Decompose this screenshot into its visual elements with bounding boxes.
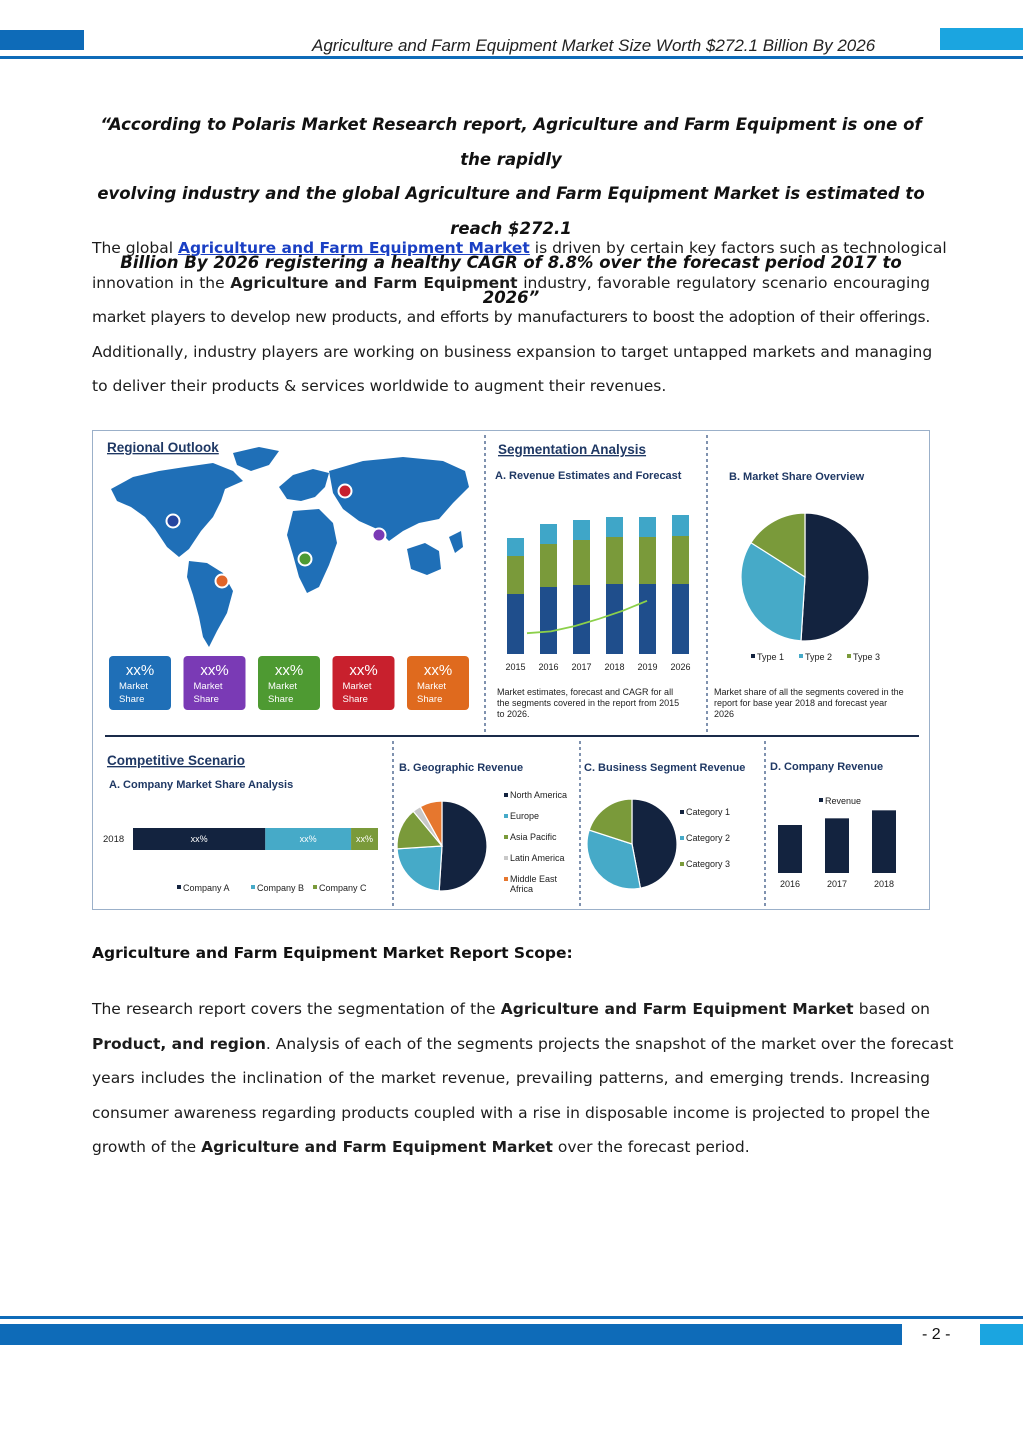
- legend-swatch: [799, 654, 803, 658]
- text-run: The global: [92, 239, 178, 257]
- legend-swatch: [504, 793, 508, 797]
- revenue-bar-segment: [540, 587, 557, 654]
- header-accent-bar-left: [0, 30, 84, 50]
- text-run: The research report covers the segmentation of the: [92, 1000, 501, 1018]
- caption-line: to 2026.: [497, 709, 530, 719]
- card-value: xx%: [125, 662, 155, 679]
- header-accent-bar-right: [940, 28, 1023, 50]
- caption-line: Market share of all the segments covered in the: [714, 687, 904, 697]
- scope-paragraph: [92, 992, 954, 1165]
- paragraph-line: years includes the inclination of the market revenue, prevailing patterns, and emerging trends. Increasing: [92, 1069, 930, 1088]
- year-tick-label: 2015: [505, 662, 526, 672]
- business-segment-pie-chart: [587, 799, 730, 889]
- market-link[interactable]: Agriculture and Farm Equipment Market: [177, 239, 530, 257]
- revenue-bar-segment: [672, 584, 689, 654]
- card-label: Share: [417, 694, 443, 705]
- regional-outlook-title: Regional Outlook: [107, 440, 219, 455]
- scope-heading: Agriculture and Farm Equipment Market Report Scope:: [92, 944, 573, 962]
- card-value: xx%: [349, 662, 378, 679]
- revenue-bar-segment: [573, 585, 590, 654]
- revenue-bar: [872, 810, 896, 873]
- caption-line: the segments covered in the report from 2015: [497, 698, 680, 708]
- market-share-pie-chart: [741, 513, 880, 662]
- revenue-bar-segment: [507, 556, 524, 594]
- year-tick-label: 2026: [670, 662, 691, 672]
- legend-label: North America: [510, 790, 568, 800]
- year-tick-label: 2018: [873, 879, 895, 889]
- year-tick-label: 2017: [826, 879, 848, 889]
- competitive-title: Competitive Scenario: [107, 753, 246, 768]
- legend-label: Type 3: [853, 652, 881, 662]
- legend-swatch: [177, 885, 181, 889]
- revenue-bar: [778, 825, 802, 873]
- bar-data-label: xx%: [299, 834, 317, 844]
- revenue-bar-segment: [573, 520, 590, 540]
- bold-term: Product, and region: [92, 1034, 266, 1053]
- card-label: Share: [119, 694, 145, 705]
- legend-swatch: [504, 877, 508, 881]
- legend-swatch: [680, 836, 684, 840]
- legend-label: Africa: [510, 884, 534, 894]
- legend-label: Middle East: [510, 874, 558, 884]
- bold-term: Agriculture and Farm Equipment: [230, 273, 518, 292]
- revenue-stacked-bar-chart: [505, 515, 690, 672]
- card-label: Market: [193, 681, 223, 692]
- footer-accent-bar-right: [980, 1324, 1023, 1345]
- revenue-chart-title: A. Revenue Estimates and Forecast: [495, 470, 682, 482]
- segmentation-title: Segmentation Analysis: [498, 442, 647, 457]
- paragraph-line: [92, 231, 947, 266]
- region-cards: [109, 656, 469, 710]
- paragraph-line: [92, 1130, 930, 1165]
- text-run: is driven by certain key factors such as technological: [529, 239, 947, 257]
- revenue-bar-segment: [672, 515, 689, 536]
- revenue-bar-segment: [540, 544, 557, 587]
- company-share-bar-chart: [103, 828, 378, 893]
- quote-line: Billion By 2026 registering a healthy CAGR of 8.8% over the forecast period 2017 to 2026”: [120, 253, 902, 307]
- revenue-bar-segment: [573, 540, 590, 585]
- legend-swatch: [504, 814, 508, 818]
- year-tick-label: 2017: [571, 662, 592, 672]
- share-caption: [714, 687, 904, 719]
- legend-swatch: [847, 654, 851, 658]
- legend-label: Latin America: [510, 853, 565, 863]
- caption-line: 2026: [714, 709, 735, 719]
- text-run: growth of the: [92, 1138, 202, 1157]
- revenue-bar-segment: [540, 524, 557, 544]
- legend-label: Company C: [319, 883, 367, 893]
- geographic-revenue-pie-chart: [397, 790, 567, 894]
- text-run: . Analysis of each of the segments projects the snapshot of the market over the forecast: [265, 1034, 954, 1053]
- card-value: xx%: [200, 662, 229, 679]
- infographic-canvas: [93, 431, 929, 909]
- page-number: - 2 -: [922, 1326, 951, 1343]
- year-tick-label: 2019: [637, 662, 658, 672]
- share-chart-title: B. Market Share Overview: [729, 471, 865, 483]
- paragraph-line: Additionally, industry players are working on business expansion to target untapped markets and managing: [92, 342, 933, 361]
- year-tick-label: 2016: [779, 879, 801, 889]
- geo-revenue-title: B. Geographic Revenue: [399, 762, 524, 774]
- revenue-bar-segment: [672, 536, 689, 584]
- legend-label: Europe: [510, 811, 540, 821]
- bar-data-label: xx%: [190, 834, 208, 844]
- legend-swatch: [680, 862, 684, 866]
- company-revenue-title: D. Company Revenue: [770, 761, 884, 773]
- row-label: 2018: [103, 834, 125, 845]
- pie-slice: [397, 846, 442, 891]
- header-title: Agriculture and Farm Equipment Market Size Worth $272.1 Billion By 2026: [312, 36, 876, 55]
- paragraph-line: [92, 1027, 954, 1062]
- caption-line: report for base year 2018 and forecast year: [714, 698, 888, 708]
- revenue-bar-segment: [606, 537, 623, 584]
- business-revenue-title: C. Business Segment Revenue: [584, 762, 746, 774]
- revenue-bar-segment: [639, 537, 656, 584]
- company-revenue-bar-chart: [778, 796, 896, 889]
- legend-label: Type 2: [805, 652, 833, 662]
- text-run: industry, favorable regulatory scenario encouraging: [517, 273, 930, 292]
- card-label: Market: [342, 681, 372, 692]
- text-run: over the forecast period.: [552, 1138, 750, 1157]
- market-infographic: [92, 430, 930, 910]
- paragraph-line: [92, 266, 930, 301]
- legend-swatch: [751, 654, 755, 658]
- legend-label: Company A: [183, 883, 230, 893]
- revenue-bar-segment: [606, 517, 623, 537]
- caption-line: Market estimates, forecast and CAGR for all: [497, 687, 674, 697]
- pie-slice: [632, 799, 677, 888]
- paragraph-line: [92, 992, 930, 1027]
- revenue-caption: [497, 687, 679, 719]
- intro-paragraph: [92, 231, 947, 404]
- legend-swatch: [680, 810, 684, 814]
- legend-label: Category 2: [686, 833, 731, 843]
- card-label: Share: [268, 694, 294, 705]
- revenue-bar-segment: [507, 538, 524, 556]
- legend-label: Revenue: [825, 796, 862, 806]
- card-label: Share: [193, 694, 219, 705]
- year-tick-label: 2016: [538, 662, 559, 672]
- legend-label: Type 1: [757, 652, 785, 662]
- company-share-title: A. Company Market Share Analysis: [109, 779, 294, 791]
- legend-swatch: [251, 885, 255, 889]
- revenue-bar: [825, 818, 849, 873]
- legend-label: Company B: [257, 883, 305, 893]
- bold-term: Agriculture and Farm Equipment Market: [500, 1000, 854, 1018]
- text-run: based on: [853, 1000, 931, 1018]
- card-label: Market: [268, 681, 298, 692]
- pie-slice: [439, 801, 487, 891]
- paragraph-line: consumer awareness regarding products coupled with a rise in disposable income is projected to propel the: [92, 1103, 930, 1122]
- bold-term: Agriculture and Farm Equipment Market: [201, 1138, 553, 1157]
- world-map: [111, 447, 469, 647]
- legend-swatch: [504, 856, 508, 860]
- card-label: Share: [342, 694, 368, 705]
- text-run: innovation in the: [92, 273, 231, 292]
- legend-label: Asia Pacific: [510, 832, 557, 842]
- pie-slice: [801, 513, 869, 641]
- card-value: xx%: [423, 662, 453, 679]
- card-value: xx%: [274, 662, 304, 679]
- revenue-bar-segment: [639, 584, 656, 654]
- legend-swatch: [819, 798, 823, 802]
- quote-line: evolving industry and the global Agriculture and Farm Equipment Market is estimated to reach $272.1: [97, 184, 925, 238]
- footer-accent-bar: [0, 1324, 902, 1345]
- revenue-bar-segment: [606, 584, 623, 654]
- year-tick-label: 2018: [604, 662, 625, 672]
- revenue-bar-segment: [639, 517, 656, 537]
- quote-line: “According to Polaris Market Research report, Agriculture and Farm Equipment is one of the rapidly: [100, 115, 922, 169]
- paragraph-line: to deliver their products & services worldwide to augment their revenues.: [92, 377, 667, 396]
- bar-data-label: xx%: [356, 834, 374, 844]
- card-label: Market: [417, 681, 447, 692]
- footer-divider: [0, 1316, 1023, 1319]
- paragraph-line: market players to develop new products, and efforts by manufacturers to boost the adoption of their offerings.: [92, 308, 930, 327]
- card-label: Market: [119, 681, 149, 692]
- legend-swatch: [313, 885, 317, 889]
- legend-swatch: [504, 835, 508, 839]
- legend-label: Category 3: [686, 859, 731, 869]
- header-divider: [0, 56, 1023, 59]
- legend-label: Category 1: [686, 807, 731, 817]
- revenue-bar-segment: [507, 594, 524, 654]
